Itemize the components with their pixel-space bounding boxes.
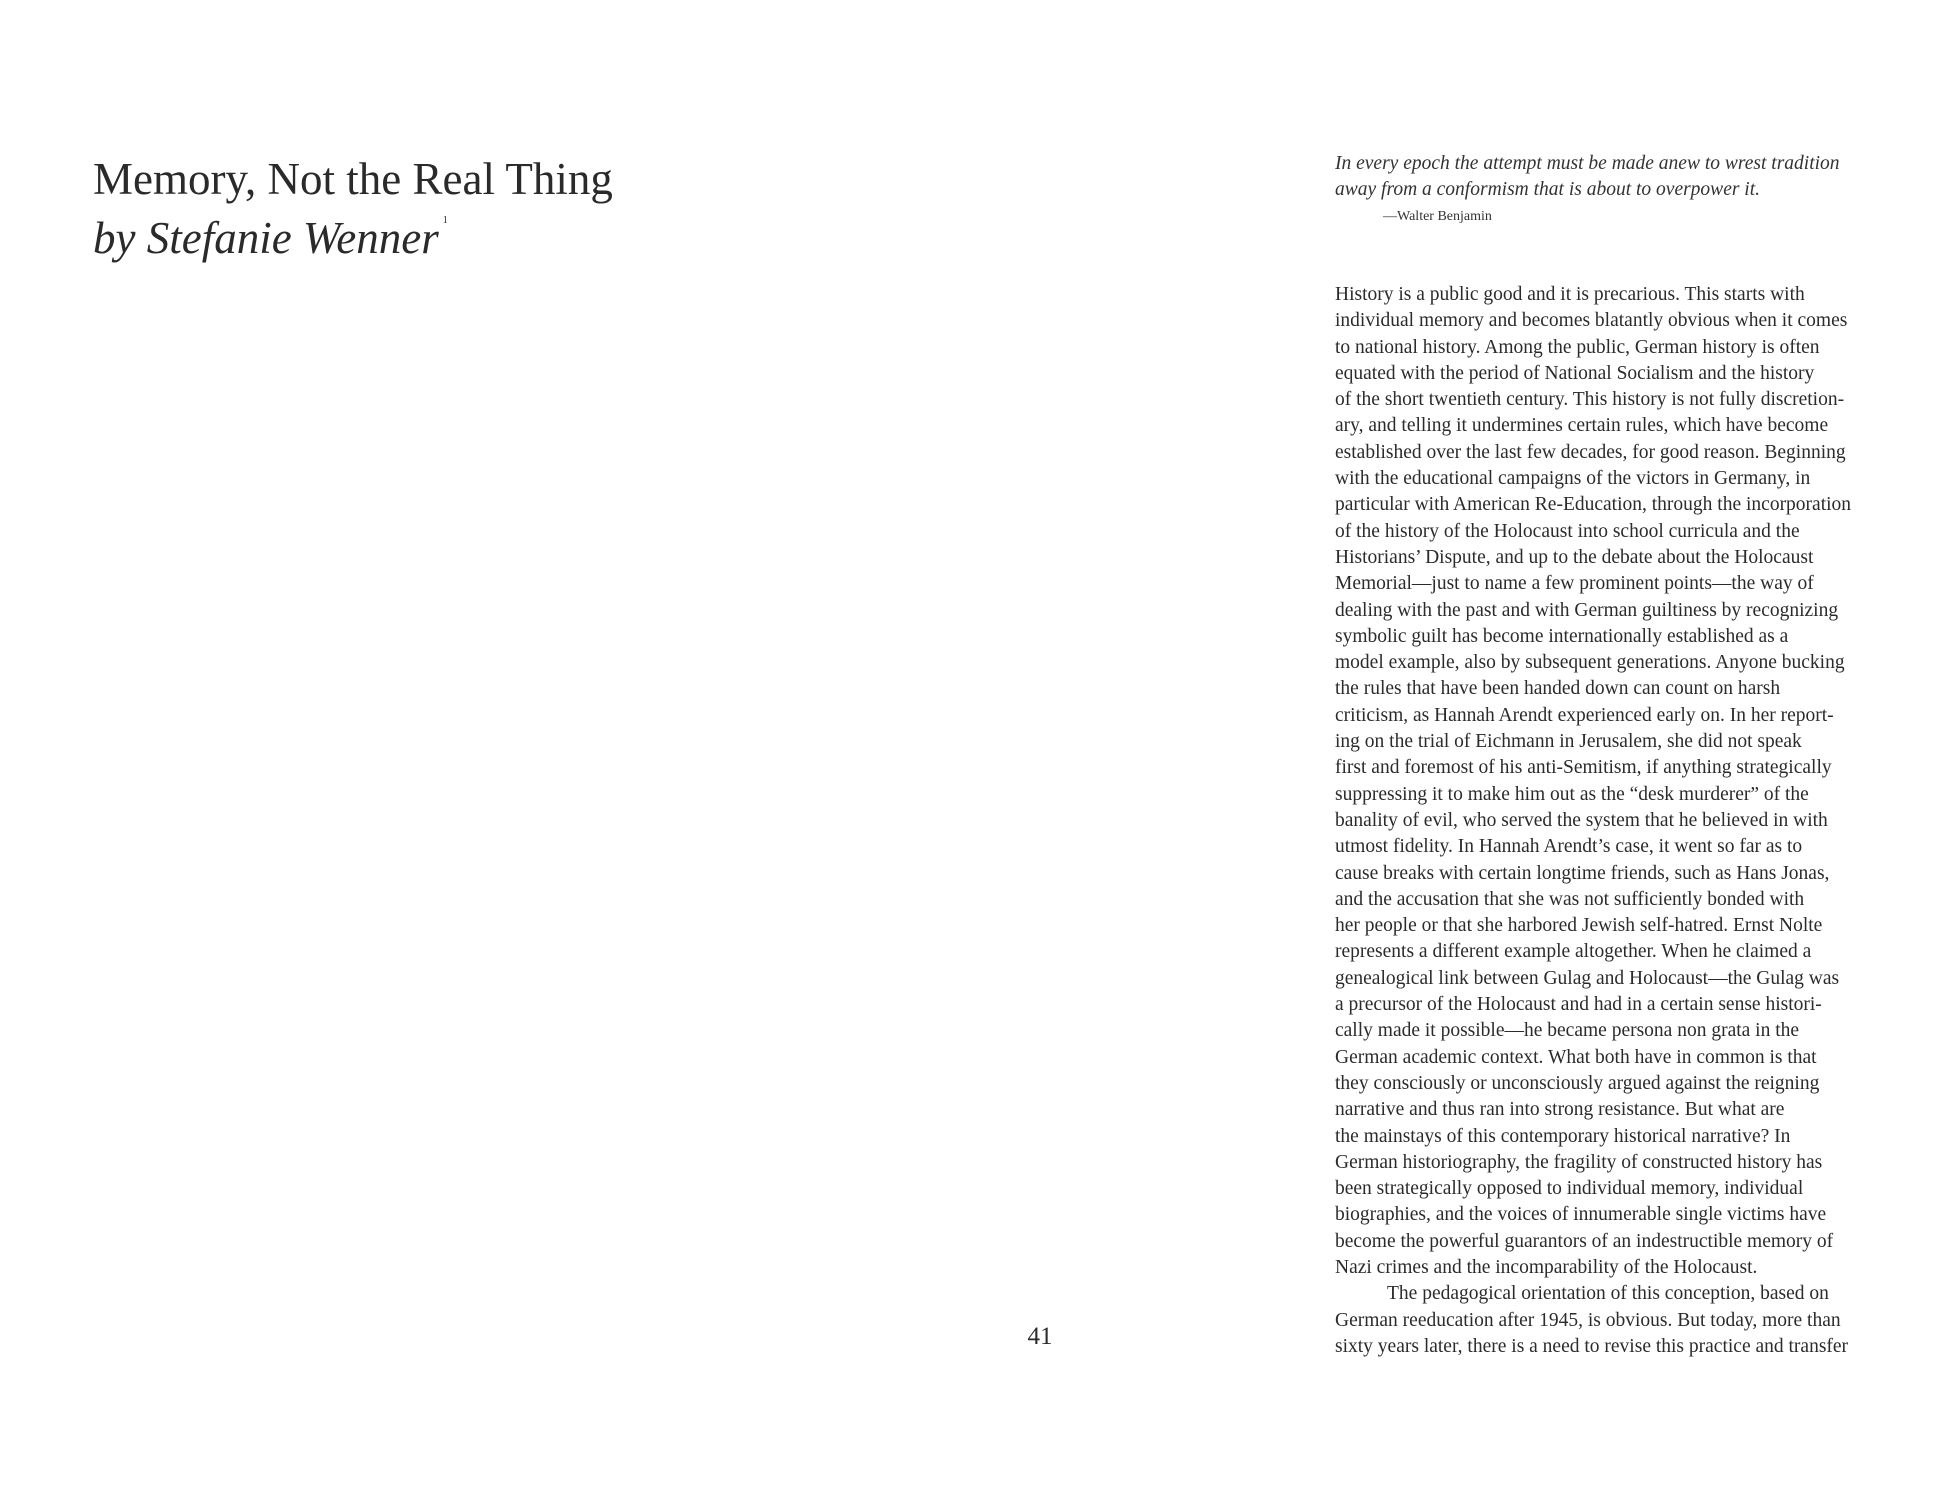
body-line: Memorial—just to name a few prominent points—the way of	[1335, 573, 1814, 595]
body-text	[1335, 282, 1925, 1360]
body-line: banality of evil, who served the system that he believed in with	[1335, 809, 1828, 831]
body-line: with the educational campaigns of the victors in Germany, in	[1335, 468, 1811, 490]
body-line: biographies, and the voices of innumerable single victims have	[1335, 1204, 1827, 1226]
page-number: 41	[1027, 1323, 1053, 1350]
body-line: her people or that she harbored Jewish self-hatred. Ernst Nolte	[1335, 915, 1823, 937]
body-line: German historiography, the fragility of constructed history has	[1335, 1151, 1823, 1173]
body-line: suppressing it to make him out as the “desk murderer” of the	[1335, 783, 1809, 805]
body-line: individual memory and becomes blatantly obvious when it comes	[1335, 310, 1848, 332]
epigraph-attribution: —Walter Benjamin	[1383, 209, 1492, 224]
body-line: sixty years later, there is a need to revise this practice and transfer	[1335, 1335, 1849, 1357]
body-line: model example, also by subsequent generations. Anyone bucking	[1335, 652, 1845, 674]
article-heading	[93, 152, 793, 266]
body-line: the mainstays of this contemporary historical narrative? In	[1335, 1125, 1791, 1147]
body-line: The pedagogical orientation of this conception, based on	[1387, 1283, 1829, 1305]
article-byline	[93, 207, 793, 266]
body-line: Nazi crimes and the incomparability of the Holocaust.	[1335, 1256, 1758, 1278]
body-line: been strategically opposed to individual memory, individual	[1335, 1178, 1804, 1200]
body-line: and the accusation that she was not sufficiently bonded with	[1335, 888, 1805, 910]
body-line: established over the last few decades, for good reason. Beginning	[1335, 441, 1846, 463]
body-line: utmost fidelity. In Hannah Arendt’s case, it went so far as to	[1335, 836, 1803, 858]
byline-text: by Stefanie Wenner	[93, 213, 439, 263]
body-line: cally made it possible—he became persona non grata in the	[1335, 1020, 1800, 1042]
body-line: become the powerful guarantors of an indestructible memory of	[1335, 1230, 1834, 1252]
body-line: genealogical link between Gulag and Holocaust—the Gulag was	[1335, 967, 1840, 989]
body-line: Historians’ Dispute, and up to the debate about the Holocaust	[1335, 546, 1814, 568]
footnote-marker: 1	[442, 215, 448, 226]
body-line: first and foremost of his anti-Semitism, if anything strategically	[1335, 757, 1832, 779]
body-line: the rules that have been handed down can count on harsh	[1335, 678, 1781, 700]
body-line: cause breaks with certain longtime friends, such as Hans Jonas,	[1335, 862, 1830, 884]
body-line: to national history. Among the public, German history is often	[1335, 336, 1820, 358]
body-line: equated with the period of National Socialism and the history	[1335, 362, 1815, 384]
epigraph-quote	[1335, 151, 1915, 203]
body-line: German reeducation after 1945, is obvious. But today, more than	[1335, 1309, 1841, 1331]
body-line: ary, and telling it undermines certain rules, which have become	[1335, 415, 1829, 437]
body-line: of the history of the Holocaust into school curricula and the	[1335, 520, 1800, 542]
body-line: narrative and thus ran into strong resistance. But what are	[1335, 1099, 1785, 1121]
body-line: German academic context. What both have in common is that	[1335, 1046, 1817, 1068]
epigraph	[1335, 151, 1915, 227]
body-line: particular with American Re-Education, through the incorporation	[1335, 494, 1852, 516]
body-line: a precursor of the Holocaust and had in a certain sense histori-	[1335, 994, 1822, 1016]
epigraph-line: away from a conformism that is about to overpower it.	[1335, 179, 1761, 200]
body-line: dealing with the past and with German guiltiness by recognizing	[1335, 599, 1839, 621]
body-line: of the short twentieth century. This history is not fully discretion-	[1335, 389, 1845, 411]
body-line: ing on the trial of Eichmann in Jerusalem, she did not speak	[1335, 731, 1802, 753]
body-line: represents a different example altogether. When he claimed a	[1335, 941, 1812, 963]
body-line: criticism, as Hannah Arendt experienced early on. In her report-	[1335, 704, 1834, 726]
article-title: Memory, Not the Real Thing	[93, 154, 613, 204]
epigraph-line: In every epoch the attempt must be made anew to wrest tradition	[1335, 153, 1840, 174]
body-line: History is a public good and it is precarious. This starts with	[1335, 284, 1805, 305]
body-line: they consciously or unconsciously argued against the reigning	[1335, 1072, 1820, 1094]
body-line: symbolic guilt has become internationally established as a	[1335, 625, 1789, 647]
